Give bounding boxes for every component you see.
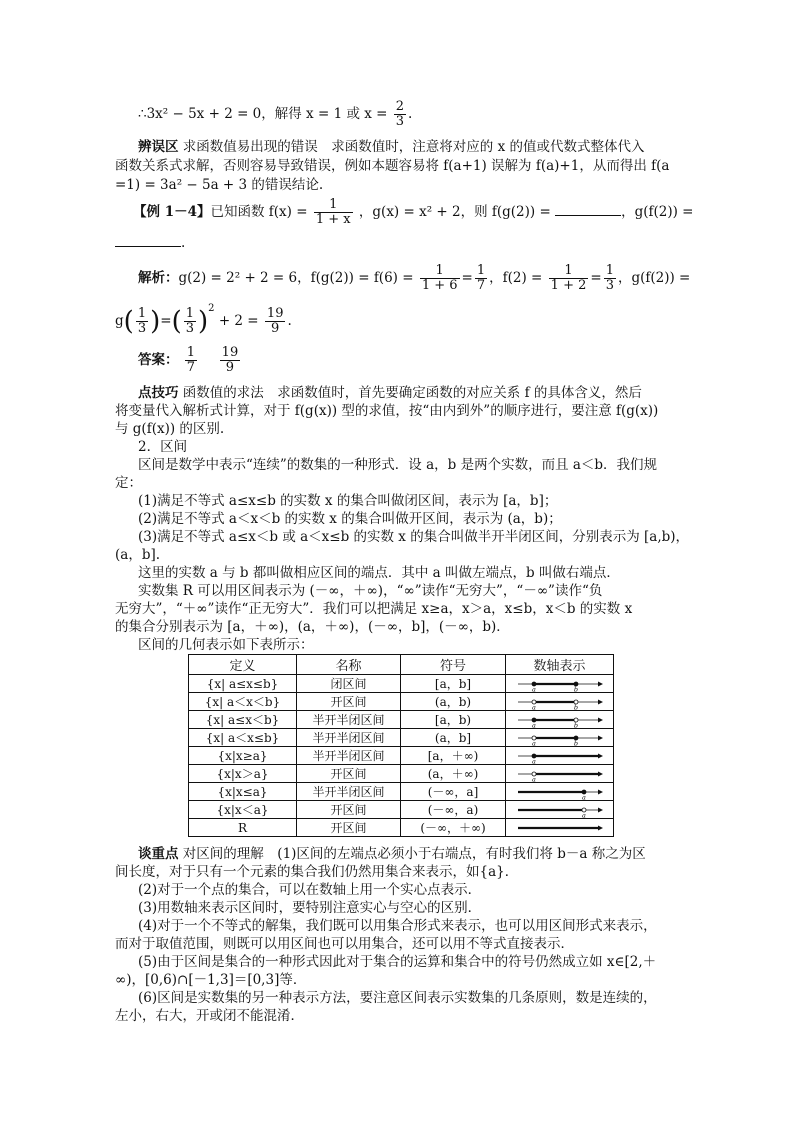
fraction	[475, 264, 487, 293]
table-header: 名称	[297, 655, 401, 675]
fraction	[184, 307, 196, 336]
table-row	[189, 711, 614, 729]
axis-arrow	[598, 771, 603, 776]
example-text: ，g(f(2)) =	[621, 204, 694, 220]
paragraph-line: 间长度，对于只有一个元素的集合我们仍然用集合来表示，如{a}．	[115, 864, 519, 880]
bianxi-line	[138, 138, 645, 156]
number-line-cell	[506, 765, 614, 783]
axis-arrow	[598, 825, 603, 830]
numerator: 2	[395, 99, 405, 114]
denominator: 1 + 6	[421, 278, 458, 293]
endpoint-label: b	[573, 703, 578, 710]
definition-cell: {x| a＜x≤b}	[189, 729, 297, 747]
bianxi-label: 辨误区	[138, 139, 179, 155]
axis-arrow	[598, 699, 603, 704]
symbol-cell: (a，b]	[401, 729, 506, 747]
name-cell: 开区间	[297, 801, 401, 819]
table-header: 定义	[189, 655, 297, 675]
numerator: 1	[420, 264, 460, 279]
interval-table	[188, 654, 614, 837]
definition-cell: {x| a≤x＜b}	[189, 711, 297, 729]
paragraph-line: 与 g(f(x)) 的区别.	[115, 421, 225, 437]
number-line-cell	[506, 819, 614, 837]
number-line	[514, 694, 606, 710]
example-text: ，g(x) = x² + 2，则 f(g(2)) =	[358, 204, 551, 220]
fraction	[314, 198, 353, 227]
paragraph-line: 实数集 R 可以用区间表示为 (－∞，＋∞)，“∞”读作“无穷大”，“－∞”读作“负	[138, 583, 603, 599]
paragraph-line: 而对于取值范围，则既可以用区间也可以用集合，还可以用不等式直接表示．	[115, 936, 574, 952]
endpoint-label: b	[573, 721, 578, 728]
definition-cell: {x|x≤a}	[189, 783, 297, 801]
denominator: 9	[225, 360, 235, 375]
number-line-cell	[506, 729, 614, 747]
paragraph-line: ∞)，[0,6)∩[－1,3]＝[0,3]等．	[115, 972, 307, 988]
tip-line	[138, 384, 642, 402]
symbol-cell: (a，＋∞)	[401, 765, 506, 783]
table-row	[189, 783, 614, 801]
numerator: 1	[186, 345, 196, 360]
paren: (	[123, 306, 134, 337]
solution-text: ，f(2) =	[489, 270, 543, 286]
endpoint-label: b	[573, 685, 578, 692]
fraction	[220, 346, 241, 375]
period: .	[287, 313, 292, 329]
table-row	[189, 801, 614, 819]
name-cell: 半开半闭区间	[297, 711, 401, 729]
definition-cell: {x| a＜x＜b}	[189, 693, 297, 711]
example-text: 已知函数 f(x) =	[210, 204, 308, 220]
equals: =	[590, 270, 602, 286]
paragraph-line: (5)由于区间是集合的一种形式因此对于集合的运算和集合中的符号仍然成立如 x∈[2,＋	[138, 954, 657, 970]
name-cell: 开区间	[297, 693, 401, 711]
solution-text: g(2) = 2² + 2 = 6，f(g(2)) = f(6) =	[178, 270, 414, 286]
paragraph-line: 区间是数学中表示“连续”的数集的一种形式．设 a，b 是两个实数，而且 a＜b．我们规	[138, 457, 658, 473]
fraction	[394, 100, 406, 129]
symbol-cell: [a，＋∞)	[401, 747, 506, 765]
denominator: 9	[271, 321, 280, 336]
endpoint-label: a	[531, 739, 536, 746]
numerator: 1	[549, 264, 589, 279]
numerator: 19	[266, 306, 284, 321]
example-line	[115, 234, 185, 252]
answer-line	[138, 346, 242, 375]
name-cell: 开区间	[297, 819, 401, 837]
name-cell: 半开半闭区间	[297, 729, 401, 747]
numerator: 19	[221, 345, 239, 360]
paragraph-line: 无穷大”，“＋∞”读作“正无穷大”．我们可以把满足 x≥a，x＞a，x≤b，x＜b 的实数 x	[115, 601, 633, 617]
denominator: 1 + x	[315, 212, 351, 227]
tip-label: 点技巧	[138, 385, 179, 401]
paragraph-line: 区间的几何表示如下表所示：	[138, 637, 314, 653]
exponent: 2	[208, 303, 215, 314]
name-cell: 闭区间	[297, 675, 401, 693]
numerator: 1	[605, 263, 614, 278]
emphasis-text: 对区间的理解 (1)区间的左端点必须小于右端点，有时我们将 b－a 称之为区	[182, 846, 646, 862]
table-row	[189, 747, 614, 765]
numerator: 1	[137, 306, 147, 321]
axis-arrow	[598, 753, 603, 758]
paragraph-line: (6)区间是实数集的另一种表示方法，要注意区间表示实数集的几条原则，数是连续的，	[138, 990, 657, 1006]
numerator: 1	[314, 198, 353, 213]
fraction	[549, 264, 589, 293]
name-cell: 开区间	[297, 765, 401, 783]
number-line	[514, 748, 606, 764]
denominator: 7	[476, 278, 486, 293]
fraction	[265, 307, 286, 336]
definition-cell: R	[189, 819, 297, 837]
definition-cell: {x|x＞a}	[189, 765, 297, 783]
table-body	[189, 675, 614, 837]
symbol-cell: [a，b)	[401, 711, 506, 729]
number-line	[514, 784, 606, 800]
paragraph-line: (2)满足不等式 a＜x＜b 的实数 x 的集合叫做开区间，表示为 (a，b)；	[138, 511, 562, 527]
fraction	[604, 264, 616, 293]
number-line-cell	[506, 801, 614, 819]
symbol-cell: [a，b]	[401, 675, 506, 693]
symbol-cell: (－∞，＋∞)	[401, 819, 506, 837]
paren: (	[171, 306, 182, 337]
paragraph-line: (3)用数轴来表示区间时，要特别注意实心与空心的区别．	[138, 900, 482, 916]
number-line-cell	[506, 675, 614, 693]
fraction	[420, 264, 460, 293]
symbol-cell: (－∞，a]	[401, 783, 506, 801]
endpoint-label: a	[581, 811, 586, 818]
bianxi-text: 求函数值易出现的错误 求函数值时，注意将对应的 x 的值或代数式整体代入	[182, 139, 645, 155]
answer-label: 答案：	[138, 352, 179, 368]
endpoint-label: a	[531, 775, 536, 782]
definition-cell: {x|x≥a}	[189, 747, 297, 765]
example-label: 【例 1－4】	[133, 204, 211, 220]
answer-blank	[555, 203, 621, 216]
symbol-cell: (a，b)	[401, 693, 506, 711]
paragraph-line: 将变量代入解析式计算，对于 f(g(x)) 型的求值，按“由内到外”的顺序进行，要注意 f(g(x))	[115, 403, 659, 419]
number-line-cell	[506, 747, 614, 765]
endpoint-label: a	[581, 793, 586, 800]
axis-arrow	[598, 789, 603, 794]
axis-arrow	[598, 807, 603, 812]
example-line	[133, 198, 694, 227]
endpoint-label: a	[531, 703, 536, 710]
number-line	[514, 820, 606, 836]
denominator: 7	[186, 360, 196, 375]
tip-text: 函数值的求法 求函数值时，首先要确定函数的对应关系 f 的具体含义，然后	[182, 385, 642, 401]
number-line-cell	[506, 711, 614, 729]
number-line	[514, 802, 606, 818]
table-row	[189, 675, 614, 693]
definition-cell: {x|x＜a}	[189, 801, 297, 819]
number-line-cell	[506, 693, 614, 711]
emphasis-label: 谈重点	[138, 846, 179, 862]
paragraph-line: (3)满足不等式 a≤x＜b 或 a＜x≤b 的实数 x 的集合叫做半开半闭区间，分别表示为 [a,b)，	[138, 529, 690, 545]
numerator: 1	[476, 263, 486, 278]
definition-cell: {x| a≤x≤b}	[189, 675, 297, 693]
fraction	[185, 346, 197, 375]
answer-blank	[115, 234, 181, 247]
emphasis-line	[138, 845, 646, 863]
denominator: 3	[605, 278, 614, 293]
solution-text: ，g(f(2)) =	[617, 270, 691, 286]
equals: =	[461, 270, 473, 286]
function-g: g	[115, 313, 124, 329]
paren: )	[198, 306, 209, 337]
paragraph-line: (4)对于一个不等式的解集，我们既可以用集合形式来表示，也可以用区间形式来表示，	[138, 918, 657, 934]
numerator: 1	[185, 306, 194, 321]
endpoint-label: a	[531, 685, 536, 692]
number-line	[514, 676, 606, 692]
endpoint-label: a	[531, 721, 536, 728]
endpoint-label: b	[573, 739, 578, 746]
paragraph-line: 这里的实数 a 与 b 都叫做相应区间的端点．其中 a 叫做左端点，b 叫做右端点．	[138, 565, 620, 581]
paren: )	[150, 306, 161, 337]
solution-line	[115, 300, 292, 336]
name-cell: 半开半闭区间	[297, 783, 401, 801]
name-cell: 半开半闭区间	[297, 747, 401, 765]
paragraph-line: (2)对于一个点的集合，可以在数轴上用一个实心点表示．	[138, 882, 482, 898]
paragraph-line: (1)满足不等式 a≤x≤b 的实数 x 的集合叫做闭区间，表示为 [a，b]；	[138, 493, 558, 509]
endpoint-label: a	[531, 757, 536, 764]
denominator: 3	[395, 114, 405, 129]
fraction	[136, 307, 148, 336]
number-line	[514, 766, 606, 782]
solution-text: + 2 =	[218, 313, 259, 329]
denominator: 3	[185, 321, 194, 336]
paragraph-line: 定：	[115, 475, 142, 491]
section-title: 2．区间	[138, 439, 188, 455]
paragraph-line: =1) = 3a² − 5a + 3 的错误结论.	[115, 177, 324, 193]
number-line-cell	[506, 783, 614, 801]
number-line	[514, 712, 606, 728]
table-row	[189, 693, 614, 711]
paragraph-line: 的集合分别表示为 [a，＋∞)，(a，＋∞)，(－∞，b]，(－∞，b)．	[115, 619, 510, 635]
solution-line	[138, 264, 690, 293]
table-header-row	[189, 655, 614, 675]
period: .	[408, 106, 413, 122]
axis-arrow	[598, 735, 603, 740]
table-row	[189, 729, 614, 747]
equation-text: ∴3x² − 5x + 2 = 0，解得 x = 1 或 x =	[138, 106, 388, 122]
axis-arrow	[598, 717, 603, 722]
paragraph-line: (a，b].	[115, 547, 161, 563]
table-row	[189, 819, 614, 837]
paragraph-line: 函数关系式求解，否则容易导致错误，例如本题容易将 f(a+1) 误解为 f(a)+1，从而得出 f(a	[115, 158, 670, 174]
equation-line	[138, 100, 412, 129]
denominator: 3	[137, 321, 147, 336]
equals: =	[160, 313, 172, 329]
paragraph-line: 左小，右大，开或闭不能混淆．	[115, 1008, 304, 1024]
denominator: 1 + 2	[550, 278, 587, 293]
table-row	[189, 765, 614, 783]
axis-arrow	[598, 681, 603, 686]
symbol-cell: (－∞，a)	[401, 801, 506, 819]
solution-label: 解析：	[138, 270, 179, 286]
table-header: 数轴表示	[506, 655, 614, 675]
period: .	[181, 235, 186, 251]
number-line	[514, 730, 606, 746]
table-header: 符号	[401, 655, 506, 675]
